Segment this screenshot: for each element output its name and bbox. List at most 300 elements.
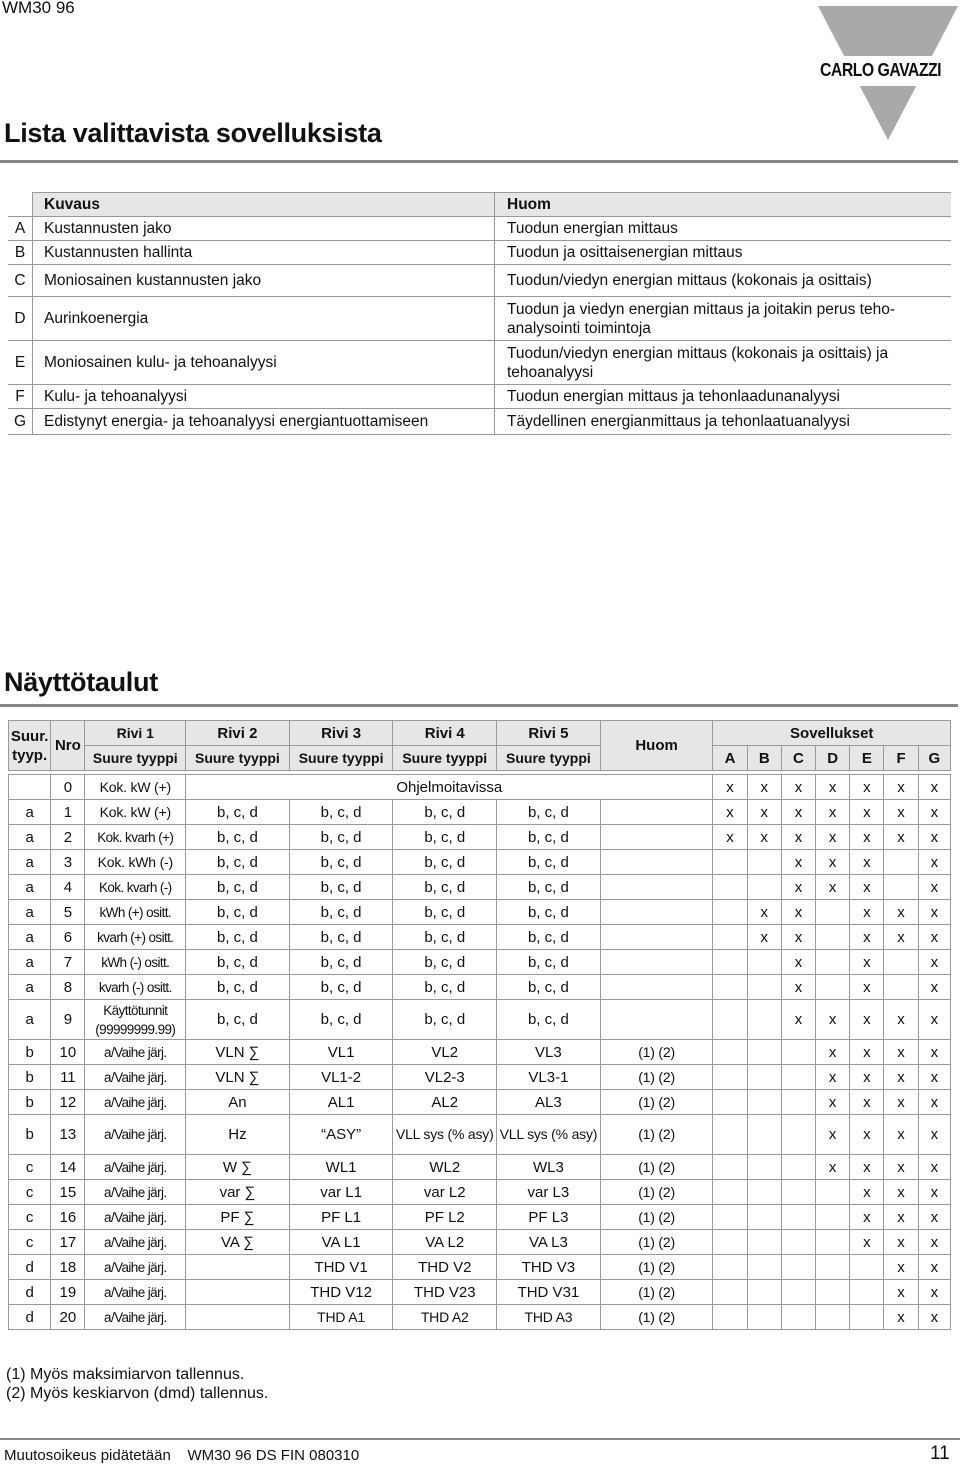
row-rivi5: b, c, d bbox=[497, 900, 601, 925]
row-number: 18 bbox=[51, 1255, 85, 1280]
app-mark: x bbox=[918, 1065, 950, 1090]
app-mark bbox=[884, 950, 918, 975]
app-mark bbox=[747, 975, 781, 1000]
app-mark bbox=[747, 1230, 781, 1255]
app-mark bbox=[884, 875, 918, 900]
row-type: d bbox=[9, 1280, 51, 1305]
app-mark bbox=[816, 925, 850, 950]
row-rivi2: b, c, d bbox=[186, 975, 290, 1000]
row-note: (1) (2) bbox=[600, 1230, 713, 1255]
row-rivi4: b, c, d bbox=[393, 950, 497, 975]
row-rivi5: b, c, d bbox=[497, 975, 601, 1000]
row-rivi3: VA L1 bbox=[289, 1230, 393, 1255]
application-note: Täydellinen energianmittaus ja tehonlaatuanalyysi bbox=[495, 409, 952, 435]
app-mark bbox=[781, 1115, 815, 1155]
display-row bbox=[9, 1155, 951, 1180]
app-mark: x bbox=[850, 1230, 884, 1255]
row-rivi1: Kok. kW (+) bbox=[85, 775, 186, 800]
row-number: 7 bbox=[51, 950, 85, 975]
display-row bbox=[9, 1255, 951, 1280]
row-note: (1) (2) bbox=[600, 1065, 713, 1090]
header-app: B bbox=[747, 746, 781, 771]
app-mark bbox=[816, 950, 850, 975]
app-mark bbox=[747, 1280, 781, 1305]
app-mark: x bbox=[918, 850, 950, 875]
app-mark: x bbox=[781, 925, 815, 950]
row-rivi3: b, c, d bbox=[289, 1000, 393, 1040]
applications-header-row bbox=[8, 193, 951, 217]
display-row bbox=[9, 975, 951, 1000]
row-rivi1: kWh (+) ositt. bbox=[85, 900, 186, 925]
app-mark: x bbox=[884, 1205, 918, 1230]
row-number: 6 bbox=[51, 925, 85, 950]
row-note: (1) (2) bbox=[600, 1040, 713, 1065]
row-type: a bbox=[9, 1000, 51, 1040]
row-rivi3: “ASY” bbox=[289, 1115, 393, 1155]
row-note bbox=[600, 800, 713, 825]
row-rivi3: THD V12 bbox=[289, 1280, 393, 1305]
application-note: Tuodun/viedyn energian mittaus (kokonais ja osittais) ja tehoanalyysi bbox=[495, 341, 952, 385]
row-rivi3: b, c, d bbox=[289, 900, 393, 925]
header-app: G bbox=[918, 746, 950, 771]
header-description: Kuvaus bbox=[33, 193, 495, 217]
row-note: (1) (2) bbox=[600, 1255, 713, 1280]
app-mark: x bbox=[816, 775, 850, 800]
row-note bbox=[600, 900, 713, 925]
app-mark: x bbox=[781, 950, 815, 975]
row-rivi5: VLL sys (% asy) bbox=[497, 1115, 601, 1155]
row-rivi2: b, c, d bbox=[186, 900, 290, 925]
row-rivi4: PF L2 bbox=[393, 1205, 497, 1230]
app-mark: x bbox=[713, 800, 747, 825]
row-rivi3: b, c, d bbox=[289, 800, 393, 825]
app-mark: x bbox=[850, 875, 884, 900]
section-rule bbox=[0, 160, 958, 163]
app-mark: x bbox=[918, 1000, 950, 1040]
row-rivi2: Hz bbox=[186, 1115, 290, 1155]
row-rivi3: AL1 bbox=[289, 1090, 393, 1115]
app-mark: x bbox=[884, 900, 918, 925]
app-mark bbox=[781, 1065, 815, 1090]
row-number: 15 bbox=[51, 1180, 85, 1205]
row-number: 0 bbox=[51, 775, 85, 800]
row-note bbox=[600, 825, 713, 850]
application-letter: B bbox=[8, 241, 33, 265]
app-mark bbox=[747, 1090, 781, 1115]
row-note: (1) (2) bbox=[600, 1090, 713, 1115]
row-rivi2: PF ∑ bbox=[186, 1205, 290, 1230]
app-mark: x bbox=[781, 800, 815, 825]
app-mark bbox=[816, 900, 850, 925]
row-rivi5: WL3 bbox=[497, 1155, 601, 1180]
app-mark: x bbox=[850, 1115, 884, 1155]
display-row bbox=[9, 1305, 951, 1330]
app-mark: x bbox=[747, 925, 781, 950]
footnote-1: (1) Myös maksimiarvon tallennus. bbox=[6, 1366, 245, 1383]
row-rivi1: kWh (-) ositt. bbox=[85, 950, 186, 975]
app-mark: x bbox=[747, 775, 781, 800]
row-rivi4: WL2 bbox=[393, 1155, 497, 1180]
app-mark bbox=[850, 1255, 884, 1280]
row-type: b bbox=[9, 1065, 51, 1090]
row-rivi4: THD V23 bbox=[393, 1280, 497, 1305]
row-type: a bbox=[9, 900, 51, 925]
application-row bbox=[8, 385, 951, 409]
row-note: (1) (2) bbox=[600, 1280, 713, 1305]
app-mark bbox=[747, 1180, 781, 1205]
display-row bbox=[9, 1065, 951, 1090]
app-mark bbox=[816, 1205, 850, 1230]
display-row bbox=[9, 1000, 951, 1040]
row-rivi5: VL3-1 bbox=[497, 1065, 601, 1090]
app-mark bbox=[816, 975, 850, 1000]
app-mark bbox=[884, 850, 918, 875]
row-type: a bbox=[9, 800, 51, 825]
app-mark: x bbox=[747, 900, 781, 925]
row-rivi1: a/Vaihe järj. bbox=[85, 1280, 186, 1305]
app-mark: x bbox=[781, 900, 815, 925]
row-rivi5: b, c, d bbox=[497, 800, 601, 825]
row-rivi3: b, c, d bbox=[289, 825, 393, 850]
app-mark: x bbox=[781, 775, 815, 800]
app-mark: x bbox=[816, 850, 850, 875]
app-mark: x bbox=[781, 975, 815, 1000]
row-rivi1: a/Vaihe järj. bbox=[85, 1230, 186, 1255]
app-mark: x bbox=[816, 1155, 850, 1180]
display-row bbox=[9, 1280, 951, 1305]
application-row bbox=[8, 217, 951, 241]
app-mark: x bbox=[884, 1000, 918, 1040]
display-row bbox=[9, 775, 951, 800]
application-letter: C bbox=[8, 265, 33, 297]
app-mark bbox=[713, 1000, 747, 1040]
app-mark bbox=[781, 1090, 815, 1115]
app-mark: x bbox=[884, 800, 918, 825]
row-type: b bbox=[9, 1040, 51, 1065]
header-suure-tyyppi: Suure tyyppi bbox=[85, 746, 186, 771]
row-rivi4: VLL sys (% asy) bbox=[393, 1115, 497, 1155]
header-rivi4: Rivi 4 bbox=[393, 721, 497, 746]
row-rivi2: var ∑ bbox=[186, 1180, 290, 1205]
display-pages-table bbox=[8, 720, 951, 1330]
app-mark: x bbox=[884, 1255, 918, 1280]
row-rivi2: b, c, d bbox=[186, 875, 290, 900]
app-mark bbox=[781, 1280, 815, 1305]
app-mark bbox=[850, 1280, 884, 1305]
app-mark bbox=[781, 1305, 815, 1330]
row-rivi4: THD A2 bbox=[393, 1305, 497, 1330]
display-row bbox=[9, 800, 951, 825]
display-row bbox=[9, 1205, 951, 1230]
app-mark: x bbox=[884, 1305, 918, 1330]
application-note: Tuodun ja osittaisenergian mittaus bbox=[495, 241, 952, 265]
row-rivi5: var L3 bbox=[497, 1180, 601, 1205]
app-mark bbox=[713, 1155, 747, 1180]
app-mark bbox=[713, 1065, 747, 1090]
app-mark bbox=[747, 875, 781, 900]
header-app: D bbox=[816, 746, 850, 771]
row-rivi1: a/Vaihe järj. bbox=[85, 1305, 186, 1330]
row-rivi2: b, c, d bbox=[186, 825, 290, 850]
row-rivi4: b, c, d bbox=[393, 975, 497, 1000]
row-rivi2 bbox=[186, 1280, 290, 1305]
row-number: 5 bbox=[51, 900, 85, 925]
app-mark: x bbox=[850, 800, 884, 825]
row-rivi5: THD V3 bbox=[497, 1255, 601, 1280]
display-header-row bbox=[9, 721, 951, 746]
application-row bbox=[8, 241, 951, 265]
row-rivi3: b, c, d bbox=[289, 950, 393, 975]
header-app: E bbox=[850, 746, 884, 771]
app-mark: x bbox=[918, 1280, 950, 1305]
app-mark: x bbox=[884, 1115, 918, 1155]
app-mark bbox=[781, 1180, 815, 1205]
row-number: 12 bbox=[51, 1090, 85, 1115]
header-blank bbox=[8, 193, 33, 217]
row-note bbox=[600, 1000, 713, 1040]
row-type: a bbox=[9, 950, 51, 975]
row-rivi1: Kok. kWh (-) bbox=[85, 850, 186, 875]
app-mark: x bbox=[850, 1155, 884, 1180]
application-letter: A bbox=[8, 217, 33, 241]
app-mark: x bbox=[816, 1000, 850, 1040]
app-mark: x bbox=[884, 1280, 918, 1305]
row-rivi2: b, c, d bbox=[186, 925, 290, 950]
row-rivi5: PF L3 bbox=[497, 1205, 601, 1230]
row-type: a bbox=[9, 850, 51, 875]
row-rivi2: b, c, d bbox=[186, 950, 290, 975]
row-number: 8 bbox=[51, 975, 85, 1000]
display-row bbox=[9, 925, 951, 950]
app-mark: x bbox=[713, 775, 747, 800]
app-mark bbox=[713, 975, 747, 1000]
app-mark: x bbox=[884, 1155, 918, 1180]
applications-table bbox=[8, 192, 951, 435]
row-rivi1: Kok. kvarh (-) bbox=[85, 875, 186, 900]
app-mark bbox=[713, 1090, 747, 1115]
header-rivi5: Rivi 5 bbox=[497, 721, 601, 746]
row-note bbox=[600, 950, 713, 975]
row-rivi4: VL2-3 bbox=[393, 1065, 497, 1090]
app-mark bbox=[713, 1180, 747, 1205]
row-rivi1: a/Vaihe järj. bbox=[85, 1115, 186, 1155]
application-note: Tuodun energian mittaus ja tehonlaadunanalyysi bbox=[495, 385, 952, 409]
app-mark: x bbox=[918, 1040, 950, 1065]
app-mark: x bbox=[747, 825, 781, 850]
application-row bbox=[8, 409, 951, 435]
app-mark: x bbox=[884, 1180, 918, 1205]
app-mark: x bbox=[884, 1065, 918, 1090]
row-rivi1: a/Vaihe järj. bbox=[85, 1255, 186, 1280]
row-rivi4: b, c, d bbox=[393, 850, 497, 875]
app-mark: x bbox=[850, 900, 884, 925]
display-row bbox=[9, 1230, 951, 1255]
app-mark: x bbox=[850, 950, 884, 975]
row-rivi4: THD V2 bbox=[393, 1255, 497, 1280]
row-rivi3: VL1 bbox=[289, 1040, 393, 1065]
header-app: A bbox=[713, 746, 747, 771]
row-note bbox=[600, 975, 713, 1000]
app-mark: x bbox=[781, 850, 815, 875]
app-mark: x bbox=[918, 950, 950, 975]
row-rivi1: Käyttötunnit (99999999.99) bbox=[85, 1000, 186, 1040]
app-mark bbox=[713, 1040, 747, 1065]
row-type: b bbox=[9, 1090, 51, 1115]
app-mark: x bbox=[816, 1115, 850, 1155]
header-sovellukset: Sovellukset bbox=[713, 721, 951, 746]
brand-logo-text: CARLO GAVAZZI bbox=[820, 60, 942, 80]
app-mark: x bbox=[918, 1090, 950, 1115]
app-mark: x bbox=[918, 775, 950, 800]
row-rivi3: THD A1 bbox=[289, 1305, 393, 1330]
row-rivi4: b, c, d bbox=[393, 800, 497, 825]
row-rivi1: a/Vaihe järj. bbox=[85, 1090, 186, 1115]
section-rule bbox=[0, 704, 958, 707]
app-mark: x bbox=[816, 1090, 850, 1115]
app-mark bbox=[747, 850, 781, 875]
application-note: Tuodun ja viedyn energian mittaus ja joitakin perus teho-analysointi toimintoja bbox=[495, 297, 952, 341]
row-rivi1: a/Vaihe järj. bbox=[85, 1155, 186, 1180]
app-mark bbox=[747, 1115, 781, 1155]
row-number: 10 bbox=[51, 1040, 85, 1065]
row-rivi3: b, c, d bbox=[289, 875, 393, 900]
row-rivi3: VL1-2 bbox=[289, 1065, 393, 1090]
row-number: 14 bbox=[51, 1155, 85, 1180]
app-mark: x bbox=[884, 1230, 918, 1255]
app-mark bbox=[713, 875, 747, 900]
row-type: d bbox=[9, 1255, 51, 1280]
app-mark: x bbox=[850, 925, 884, 950]
app-mark bbox=[713, 950, 747, 975]
row-type: c bbox=[9, 1230, 51, 1255]
row-type: a bbox=[9, 875, 51, 900]
row-rivi5: VA L3 bbox=[497, 1230, 601, 1255]
row-type: b bbox=[9, 1115, 51, 1155]
row-rivi5: THD V31 bbox=[497, 1280, 601, 1305]
row-number: 13 bbox=[51, 1115, 85, 1155]
app-mark: x bbox=[884, 1040, 918, 1065]
app-mark: x bbox=[850, 1180, 884, 1205]
row-rivi2: W ∑ bbox=[186, 1155, 290, 1180]
app-mark: x bbox=[850, 850, 884, 875]
row-number: 16 bbox=[51, 1205, 85, 1230]
app-mark bbox=[816, 1230, 850, 1255]
page-number: 11 bbox=[930, 1443, 950, 1464]
row-rivi2: VLN ∑ bbox=[186, 1065, 290, 1090]
row-number: 2 bbox=[51, 825, 85, 850]
app-mark: x bbox=[884, 775, 918, 800]
app-mark: x bbox=[918, 875, 950, 900]
app-mark bbox=[747, 1065, 781, 1090]
row-rivi2: VLN ∑ bbox=[186, 1040, 290, 1065]
row-type: a bbox=[9, 975, 51, 1000]
row-number: 11 bbox=[51, 1065, 85, 1090]
row-rivi2 bbox=[186, 1305, 290, 1330]
app-mark bbox=[713, 850, 747, 875]
header-suure-tyyppi: Suure tyyppi bbox=[393, 746, 497, 771]
row-note bbox=[600, 925, 713, 950]
app-mark: x bbox=[781, 825, 815, 850]
app-mark: x bbox=[816, 1040, 850, 1065]
header-huom: Huom bbox=[600, 721, 713, 771]
row-number: 3 bbox=[51, 850, 85, 875]
app-mark: x bbox=[918, 975, 950, 1000]
header-rivi2: Rivi 2 bbox=[186, 721, 290, 746]
application-row bbox=[8, 341, 951, 385]
application-note: Tuodun energian mittaus bbox=[495, 217, 952, 241]
application-description: Aurinkoenergia bbox=[33, 297, 495, 341]
row-rivi2: b, c, d bbox=[186, 800, 290, 825]
header-suur-tyyp: Suur. tyyp. bbox=[9, 721, 51, 771]
app-mark bbox=[713, 1305, 747, 1330]
app-mark bbox=[713, 1230, 747, 1255]
app-mark bbox=[747, 1205, 781, 1230]
application-description: Edistynyt energia- ja tehoanalyysi energiantuottamiseen bbox=[33, 409, 495, 435]
header-suure-tyyppi: Suure tyyppi bbox=[186, 746, 290, 771]
row-number: 1 bbox=[51, 800, 85, 825]
row-note: (1) (2) bbox=[600, 1180, 713, 1205]
app-mark: x bbox=[816, 825, 850, 850]
header-rivi1: Rivi 1 bbox=[85, 721, 186, 746]
row-rivi5: b, c, d bbox=[497, 950, 601, 975]
row-rivi5: b, c, d bbox=[497, 875, 601, 900]
app-mark bbox=[781, 1230, 815, 1255]
display-section-title: Näyttötaulut bbox=[4, 667, 158, 697]
row-number: 9 bbox=[51, 1000, 85, 1040]
row-rivi5: THD A3 bbox=[497, 1305, 601, 1330]
display-row bbox=[9, 900, 951, 925]
app-mark bbox=[816, 1180, 850, 1205]
app-mark bbox=[816, 1280, 850, 1305]
row-rivi3: THD V1 bbox=[289, 1255, 393, 1280]
app-mark: x bbox=[918, 1305, 950, 1330]
app-mark: x bbox=[918, 1255, 950, 1280]
row-number: 17 bbox=[51, 1230, 85, 1255]
application-description: Kustannusten jako bbox=[33, 217, 495, 241]
row-number: 20 bbox=[51, 1305, 85, 1330]
row-rivi5: b, c, d bbox=[497, 925, 601, 950]
row-note: (1) (2) bbox=[600, 1155, 713, 1180]
footer-rule bbox=[0, 1438, 960, 1440]
row-rivi1: Kok. kvarh (+) bbox=[85, 825, 186, 850]
app-mark: x bbox=[918, 1115, 950, 1155]
app-mark: x bbox=[918, 900, 950, 925]
app-mark: x bbox=[884, 825, 918, 850]
app-mark bbox=[747, 1305, 781, 1330]
row-note: (1) (2) bbox=[600, 1205, 713, 1230]
app-mark bbox=[713, 900, 747, 925]
app-mark: x bbox=[816, 875, 850, 900]
app-mark: x bbox=[918, 1230, 950, 1255]
app-mark: x bbox=[781, 875, 815, 900]
row-rivi4: b, c, d bbox=[393, 825, 497, 850]
row-rivi2: VA ∑ bbox=[186, 1230, 290, 1255]
row-type: c bbox=[9, 1205, 51, 1230]
app-mark bbox=[747, 1000, 781, 1040]
document-code: WM30 96 bbox=[2, 0, 75, 17]
display-row bbox=[9, 1180, 951, 1205]
app-mark: x bbox=[747, 800, 781, 825]
app-mark: x bbox=[850, 1090, 884, 1115]
row-type bbox=[9, 775, 51, 800]
app-mark: x bbox=[918, 1205, 950, 1230]
display-row bbox=[9, 825, 951, 850]
app-mark bbox=[816, 1255, 850, 1280]
row-type: c bbox=[9, 1180, 51, 1205]
row-rivi5: b, c, d bbox=[497, 825, 601, 850]
app-mark: x bbox=[713, 825, 747, 850]
row-type: a bbox=[9, 925, 51, 950]
